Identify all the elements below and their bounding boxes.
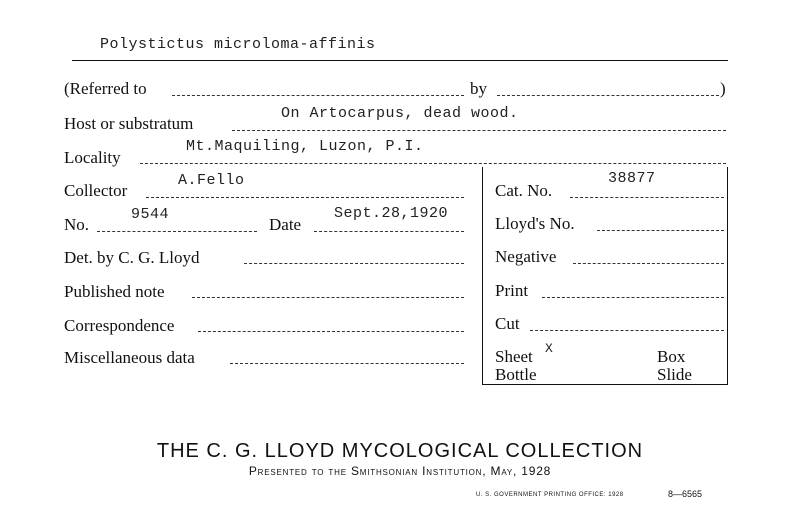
bottle-label: Bottle bbox=[495, 365, 537, 384]
cut-dotline bbox=[530, 330, 724, 331]
date-label: Date bbox=[269, 215, 302, 234]
title-underline bbox=[72, 60, 728, 61]
referred-label: (Referred to bbox=[64, 79, 147, 98]
referred-dotline bbox=[172, 95, 464, 96]
negative-label: Negative bbox=[495, 247, 557, 266]
host-dotline bbox=[232, 130, 726, 131]
correspondence-label: Correspondence bbox=[64, 316, 175, 335]
by-dotline bbox=[497, 95, 719, 96]
date-dotline bbox=[314, 231, 464, 232]
no-label: No. bbox=[64, 215, 90, 234]
no-dotline bbox=[97, 231, 257, 232]
det-by-dotline bbox=[244, 263, 464, 264]
print-dotline bbox=[542, 297, 724, 298]
by-label: by bbox=[470, 79, 487, 98]
miscellaneous-data-label: Miscellaneous data bbox=[64, 348, 195, 367]
cat-no-value: 38877 bbox=[608, 170, 656, 187]
cut-label: Cut bbox=[495, 314, 520, 333]
sheet-label: Sheet bbox=[495, 347, 533, 366]
locality-label: Locality bbox=[64, 148, 121, 167]
box-right-border bbox=[727, 167, 728, 385]
no-value: 9544 bbox=[131, 206, 170, 223]
sheet-mark: X bbox=[545, 341, 554, 356]
cat-no-dotline bbox=[570, 197, 724, 198]
collector-label: Collector bbox=[64, 181, 128, 200]
box-label: Box bbox=[657, 347, 686, 366]
close-paren: ) bbox=[720, 79, 726, 98]
box-left-border bbox=[482, 167, 483, 385]
locality-value: Mt.Maquiling, Luzon, P.I. bbox=[186, 138, 424, 155]
species-name: Polystictus microloma-affinis bbox=[100, 36, 376, 53]
printing-office-note: U. S. GOVERNMENT PRINTING OFFICE: 1928 bbox=[476, 492, 624, 498]
collector-dotline bbox=[146, 197, 464, 198]
negative-dotline bbox=[573, 263, 724, 264]
slide-label: Slide bbox=[657, 365, 692, 384]
locality-dotline bbox=[140, 163, 726, 164]
host-value: On Artocarpus, dead wood. bbox=[281, 105, 519, 122]
collection-subtitle: Presented to the Smithsonian Institution, May, 1928 bbox=[248, 464, 552, 478]
print-label: Print bbox=[495, 281, 529, 300]
collector-value: A.Fello bbox=[178, 172, 245, 189]
correspondence-dotline bbox=[198, 331, 464, 332]
cat-no-label: Cat. No. bbox=[495, 181, 553, 200]
miscellaneous-data-dotline bbox=[230, 363, 464, 364]
date-value: Sept.28,1920 bbox=[334, 205, 449, 222]
form-number: 8—6565 bbox=[668, 489, 703, 499]
collection-title: THE C. G. LLOYD MYCOLOGICAL COLLECTION bbox=[156, 440, 644, 462]
published-note-label: Published note bbox=[64, 282, 165, 301]
det-by-label: Det. by C. G. Lloyd bbox=[64, 248, 200, 267]
lloyds-no-label: Lloyd's No. bbox=[495, 214, 575, 233]
lloyds-no-dotline bbox=[597, 230, 724, 231]
published-note-dotline bbox=[192, 297, 464, 298]
host-label: Host or substratum bbox=[64, 114, 194, 133]
